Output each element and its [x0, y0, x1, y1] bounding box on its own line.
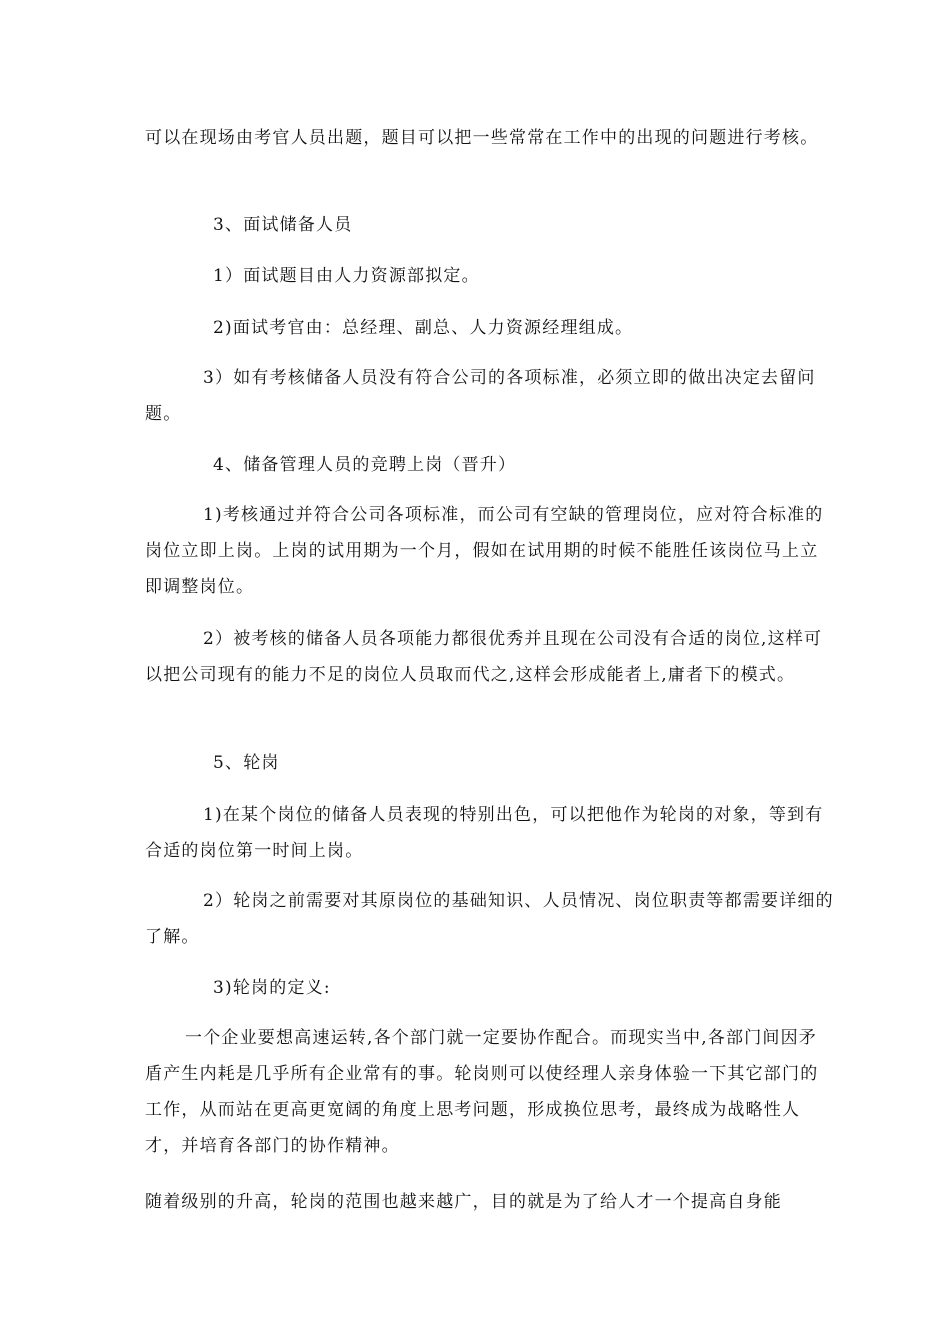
paragraph-5-1: 1)在某个岗位的储备人员表现的特别出色，可以把他作为轮岗的对象，等到有合适的岗位第一时间上岗。	[145, 805, 824, 861]
paragraph-3-2: 2)面试考官由：总经理、副总、人力资源经理组成。	[213, 318, 634, 338]
section-heading-3: 3、面试储备人员	[213, 215, 353, 235]
section-heading-5: 5、轮岗	[213, 753, 280, 773]
paragraph-closing: 随着级别的升高，轮岗的范围也越来越广，目的就是为了给人才一个提高自身能	[145, 1192, 782, 1212]
paragraph-5-3: 3)轮岗的定义:	[213, 978, 331, 998]
paragraph-definition: 一个企业要想高速运转,各个部门就一定要协作配合。而现实当中,各部门间因矛盾产生内耗是几乎所有企业常有的事。轮岗则可以使经理人亲身体验一下其它部门的工作，从而站在更高更宽阔的角度上思考问题，形成换位思考，最终成为战略性人才，并培育各部门的协作精神。	[145, 1028, 819, 1156]
paragraph-5-2: 2）轮岗之前需要对其原岗位的基础知识、人员情况、岗位职责等都需要详细的了解。	[145, 891, 834, 947]
paragraph-4-2: 2）被考核的储备人员各项能力都很优秀并且现在公司没有合适的岗位,这样可以把公司现有的能力不足的岗位人员取而代之,这样会形成能者上,庸者下的模式。	[145, 629, 823, 685]
paragraph-3-3: 3）如有考核储备人员没有符合公司的各项标准，必须立即的做出决定去留问题。	[145, 368, 816, 424]
paragraph-3-1: 1）面试题目由人力资源部拟定。	[213, 266, 480, 286]
paragraph-4-1: 1)考核通过并符合公司各项标准，而公司有空缺的管理岗位，应对符合标准的岗位立即上岗。上岗的试用期为一个月，假如在试用期的时候不能胜任该岗位马上立即调整岗位。	[145, 505, 824, 597]
section-heading-4: 4、储备管理人员的竞聘上岗（晋升）	[213, 455, 517, 475]
paragraph-intro: 可以在现场由考官人员出题，题目可以把一些常常在工作中的出现的问题进行考核。	[145, 128, 819, 148]
